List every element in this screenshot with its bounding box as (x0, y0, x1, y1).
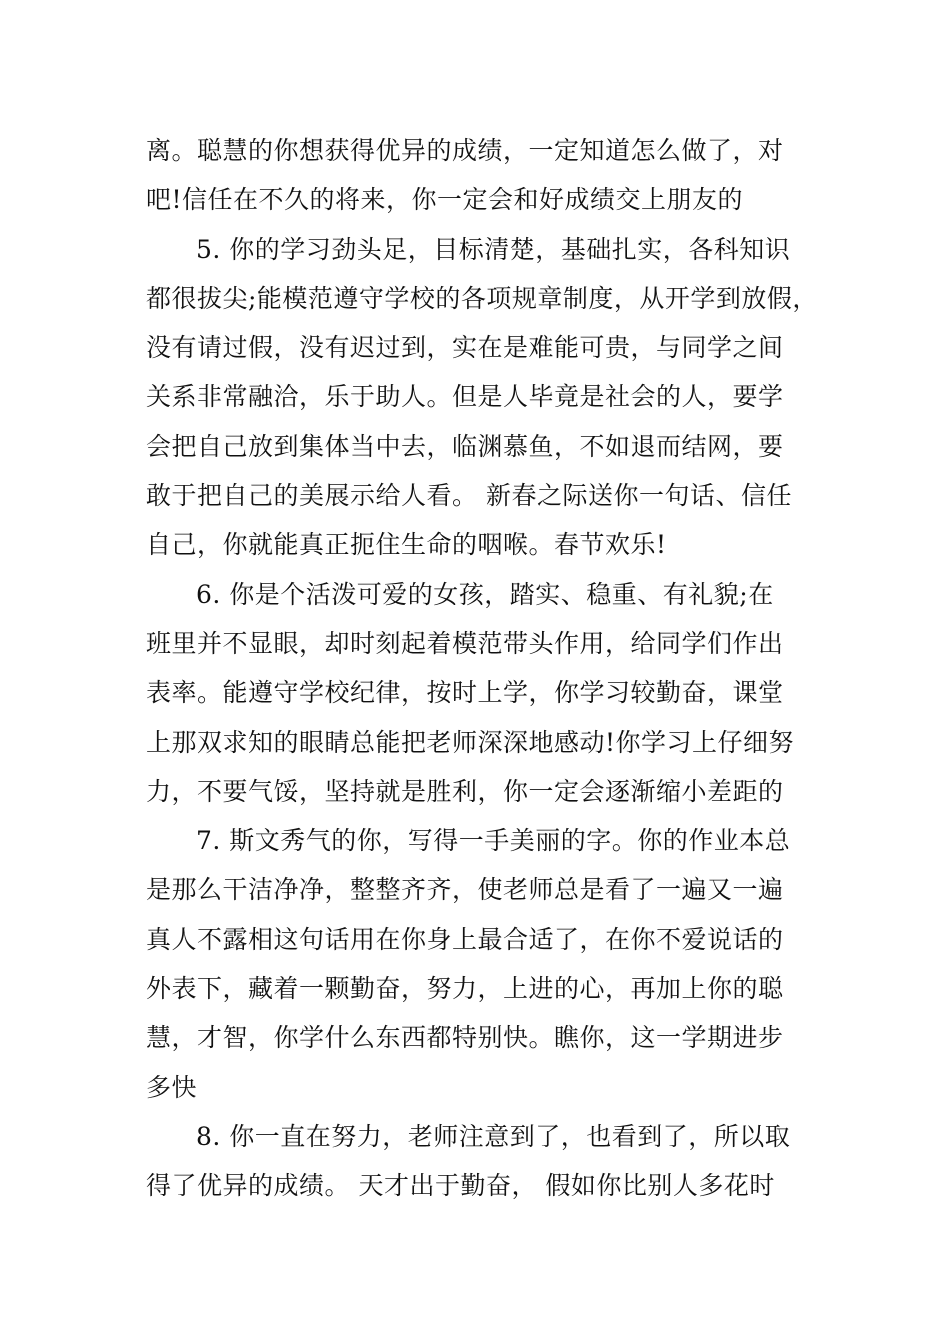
text-line: 没有请过假，没有迟过到，实在是难能可贵，与同学之间 (146, 333, 784, 363)
text-line: 关系非常融洽，乐于助人。但是人毕竟是社会的人，要学 (146, 382, 784, 412)
paragraph-8-start: 8. 你一直在努力，老师注意到了，也看到了，所以取 (196, 1121, 791, 1151)
text-line: 离。聪慧的你想获得优异的成绩，一定知道怎么做了，对 (146, 136, 784, 165)
paragraph-6-start: 6. 你是个活泼可爱的女孩，踏实、稳重、有礼貌;在 (196, 579, 774, 609)
text-line: 力，不要气馁，坚持就是胜利，你一定会逐渐缩小差距的 (146, 776, 784, 806)
text-line: 多快 (146, 1072, 198, 1102)
text-line: 吧!信任在不久的将来，你一定会和好成绩交上朋友的 (146, 185, 744, 215)
text-line: 自己，你就能真正扼住生命的咽喉。春节欢乐! (146, 530, 667, 560)
text-line: 是那么干洁净净，整整齐齐，使老师总是看了一遍又一遍 (146, 875, 784, 905)
text-line: 表率。能遵守学校纪律，按时上学，你学习较勤奋，课堂 (146, 678, 784, 708)
text-line: 真人不露相这句话用在你身上最合适了，在你不爱说话的 (146, 924, 784, 954)
body-text (146, 126, 826, 1211)
text-line: 得了优异的成绩。 天才出于勤奋， 假如你比别人多花时 (146, 1171, 775, 1201)
text-line: 班里并不显眼，却时刻起着模范带头作用，给同学们作出 (146, 628, 784, 658)
text-line: 外表下，藏着一颗勤奋，努力，上进的心，再加上你的聪 (146, 974, 784, 1004)
paragraph-5-start: 5. 你的学习劲头足，目标清楚，基础扎实，各科知识 (196, 234, 791, 264)
paragraph-7-start: 7. 斯文秀气的你，写得一手美丽的字。你的作业本总 (196, 826, 791, 856)
text-line: 上那双求知的眼睛总能把老师深深地感动!你学习上仔细努 (146, 727, 795, 757)
text-line: 敢于把自己的美展示给人看。 新春之际送你一句话、信任 (146, 481, 792, 511)
text-line: 慧，才智，你学什么东西都特别快。瞧你，这一学期进步 (146, 1023, 784, 1053)
text-line: 会把自己放到集体当中去，临渊慕鱼，不如退而结网，要 (146, 431, 784, 461)
text-line: 都很拔尖;能模范遵守学校的各项规章制度，从开学到放假， (146, 283, 818, 313)
